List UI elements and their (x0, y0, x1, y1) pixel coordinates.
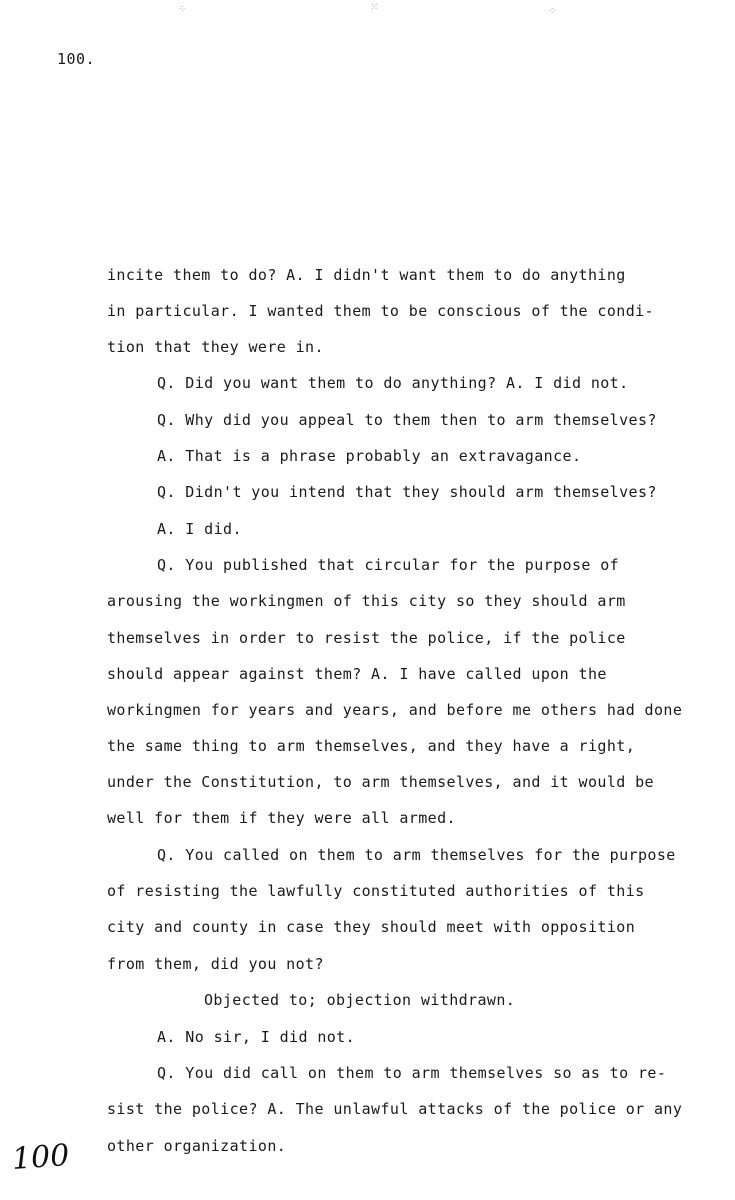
text-line: city and county in case they should meet with opposition (107, 918, 636, 936)
text-line: tion that they were in. (107, 338, 324, 356)
page-number: 100. (57, 50, 96, 68)
text-line: Q. You published that circular for the purpose of (157, 556, 620, 574)
paper-speck: ⁙ (370, 2, 379, 13)
text-line: A. That is a phrase probably an extravagance. (157, 447, 582, 465)
text-line: under the Constitution, to arm themselves, and it would be (107, 773, 654, 791)
text-line: of resisting the lawfully constituted authorities of this (107, 882, 645, 900)
paper-speck: ⁘ (548, 6, 557, 17)
text-line: Q. Did you want them to do anything? A. I did not. (157, 374, 629, 392)
text-line: Q. You called on them to arm themselves for the purpose (157, 846, 676, 864)
text-line: Q. You did call on them to arm themselves so as to re- (157, 1064, 667, 1082)
handwritten-page-number: 100 (10, 1138, 71, 1177)
text-line: A. No sir, I did not. (157, 1028, 356, 1046)
text-line: should appear against them? A. I have called upon the (107, 665, 607, 683)
text-line: Objected to; objection withdrawn. (204, 991, 516, 1009)
text-line: other organization. (107, 1137, 287, 1155)
text-line: workingmen for years and years, and before me others had done (107, 701, 683, 719)
text-line: well for them if they were all armed. (107, 809, 456, 827)
text-line: A. I did. (157, 520, 242, 538)
text-line: Q. Why did you appeal to them then to arm themselves? (157, 411, 657, 429)
text-line: Q. Didn't you intend that they should arm themselves? (157, 483, 657, 501)
text-line: incite them to do? A. I didn't want them to do anything (107, 266, 626, 284)
text-line: in particular. I wanted them to be conscious of the condi- (107, 302, 654, 320)
text-line: from them, did you not? (107, 955, 324, 973)
paper-speck: ⁘ (178, 4, 187, 15)
text-line: sist the police? A. The unlawful attacks of the police or any (107, 1100, 683, 1118)
text-line: themselves in order to resist the police, if the police (107, 629, 626, 647)
text-line: arousing the workingmen of this city so they should arm (107, 592, 626, 610)
text-line: the same thing to arm themselves, and they have a right, (107, 737, 636, 755)
